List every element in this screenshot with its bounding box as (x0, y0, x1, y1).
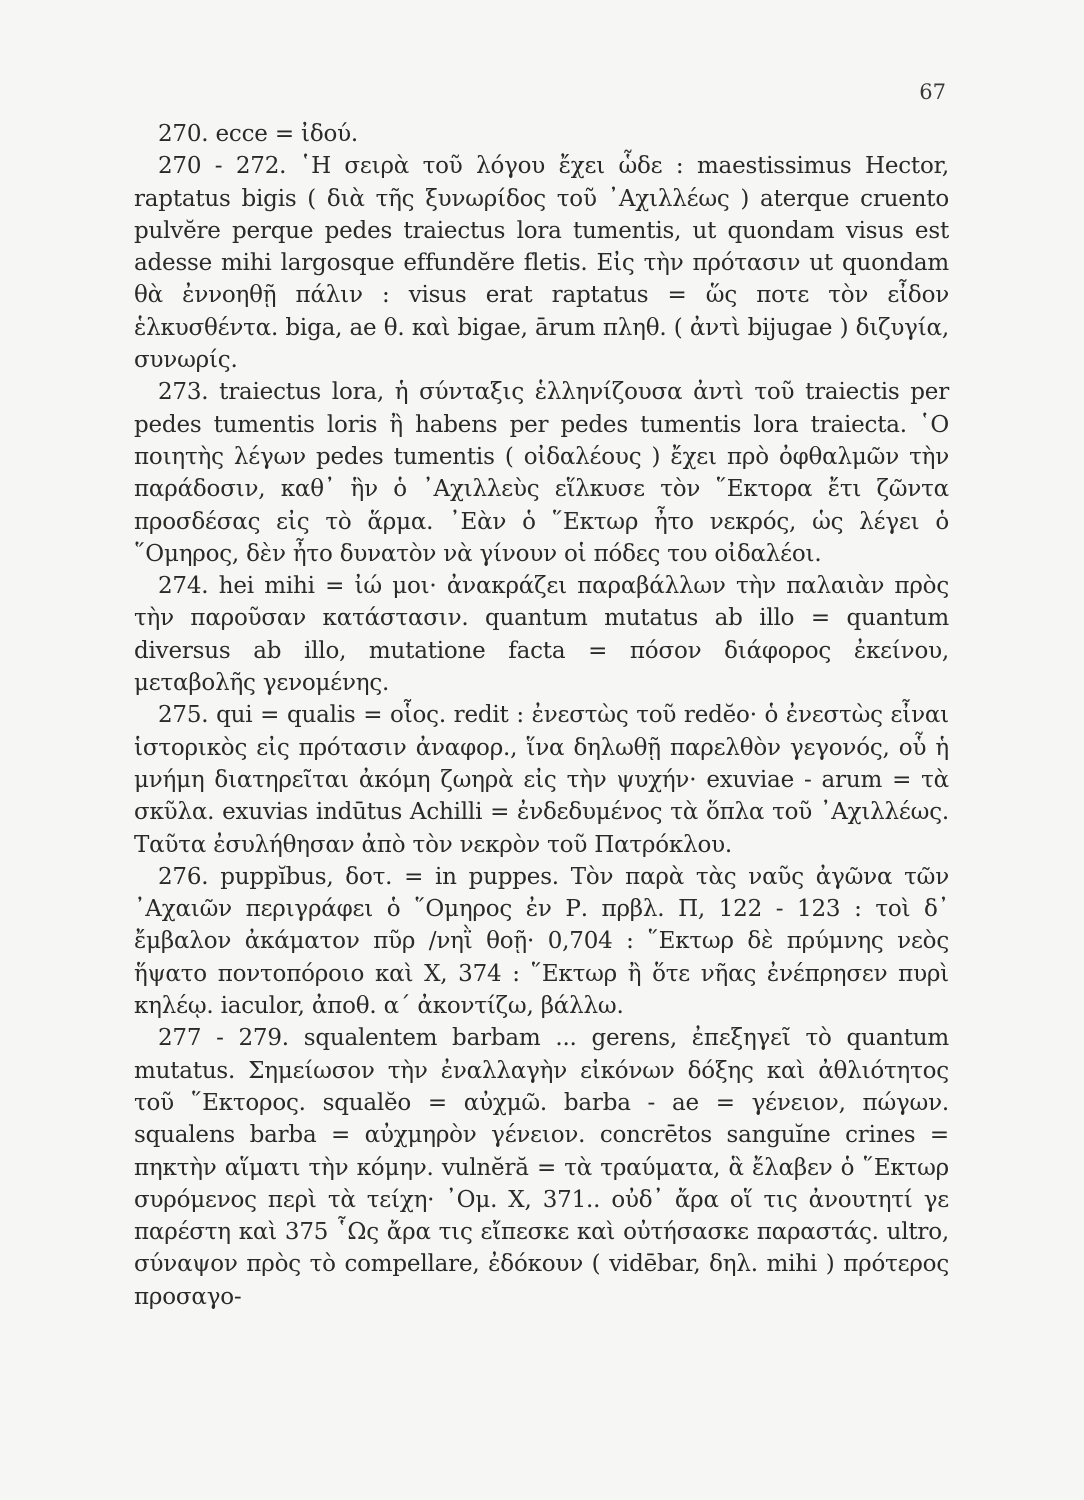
paragraph-270: 270. ecce = ἰδού. (158, 121, 359, 147)
paragraph-275: 275. qui = qualis = οἷος. redit : ἐνεστὼς τοῦ redĕo· ὁ ἐνεστὼς εἶναι ἱστορικὸς εἰς πρότασιν ἀναφορ., ἵνα δηλωθῇ παρελθὸν γεγονός, οὗ ἡ μνήμη διατηρεῖται ἀκόμη ζωηρὰ εἰς τὴν ψυχήν· exuviae - arum = τὰ σκῦλα. exuvias indūtus Achilli = ἐνδεδυμένος τὰ ὅπλα τοῦ ᾿Αχιλλέως. Ταῦτα ἐσυλήθησαν ἀπὸ τὸν νεκρὸν τοῦ Πατρόκλου. (134, 702, 949, 858)
commentary-text (134, 118, 949, 1313)
paragraph-274: 274. hei mihi = ἰώ μοι· ἀνακράζει παραβάλλων τὴν παλαιὰν πρὸς τὴν παροῦσαν κατάστασιν. quantum mutatus ab illo = quantum diversus ab illo, mutatione facta = πόσον διάφορος ἐκείνου, μεταβολῆς γενομένης. (134, 573, 949, 697)
paragraph-276: 276. puppĭbus, δοτ. = in puppes. Τὸν παρὰ τὰς ναῦς ἀγῶνα τῶν ᾿Αχαιῶν περιγράφει ὁ ῞Ομηρος ἐν Ρ. πρβλ. Π, 122 - 123 : τοὶ δ᾿ ἔμβαλον ἀκάματον πῦρ /νηῒ θοῇ· 0,704 : ῞Εκτωρ δὲ πρύμνης νεὸς ἥψατο ποντοπόροιο καὶ Χ, 374 : ῞Εκτωρ ἢ ὅτε νῆας ἐνέπρησεν πυρὶ κηλέῳ. iaculor, ἀποθ. α΄ ἀκοντίζω, βάλλω. (134, 863, 949, 1020)
paragraph-270-272: 270 - 272. ῾Η σειρὰ τοῦ λόγου ἔχει ὧδε : maestissimus Hector, raptatus bigis ( διὰ τῆς ξυνωρίδος τοῦ ᾿Αχιλλέως ) aterque cruento pulvĕre perque pedes traiectus lora tumentis, ut quondam visus est adesse mihi largosque effundĕre fletis. Εἰς τὴν πρότασιν ut quondam θὰ ἐννοηθῇ πάλιν : visus erat raptatus = ὥς ποτε τὸν εἶδον ἑλκυσθέντα. biga, ae θ. καὶ bigae, ārum πληθ. ( ἀντὶ bijugae ) διζυγία, συνωρίς. (134, 153, 949, 374)
paragraph-277-279: 277 - 279. squalentem barbam ... gerens, ἐπεξηγεῖ τὸ quantum mutatus. Σημείωσον τὴν ἐναλλαγὴν εἰκόνων δόξης καὶ ἀθλιότητος τοῦ ῞Εκτορος. squalĕo = αὐχμῶ. barba - ae = γένειον, πώγων. squalens barba = αὐχμηρὸν γένειον. concrētos sanguĭne crines = πηκτὴν αἵματι τὴν κόμην. vulnĕră = τὰ τραύματα, ἃ ἔλαβεν ὁ ῞Εκτωρ συρόμενος περὶ τὰ τείχη· ᾿Ομ. Χ, 371.. οὐδ᾿ ἄρα οἵ τις ἀνουτητί γε παρέστη καὶ 375 ῟Ως ἄρα τις εἴπεσκε καὶ οὐτήσασκε παραστάς. ultro, σύναψον πρὸς τὸ compellare, ἐδόκουν ( vidēbar, δηλ. mihi ) πρότερος προσαγο- (134, 1025, 949, 1310)
page-number: 67 (919, 80, 946, 104)
paragraph-273: 273. traiectus lora, ἡ σύνταξις ἑλληνίζουσα ἀντὶ τοῦ traiectis per pedes tumentis loris ἢ habens per pedes tumentis lora traiecta. ῾Ο ποιητὴς λέγων pedes tumentis ( οἰδαλέους ) ἔχει πρὸ ὀφθαλμῶν τὴν παράδοσιν, καθ᾿ ἣν ὁ ᾿Αχιλλεὺς εἵλκυσε τὸν ῞Εκτορα ἔτι ζῶντα προσδέσας εἰς τὸ ἅρμα. ᾿Εὰν ὁ ῞Εκτωρ ἦτο νεκρός, ὡς λέγει ὁ ῞Ομηρος, δὲν ἦτο δυνατὸν νὰ γίνουν οἱ πόδες του οἰδαλέοι. (134, 379, 949, 567)
